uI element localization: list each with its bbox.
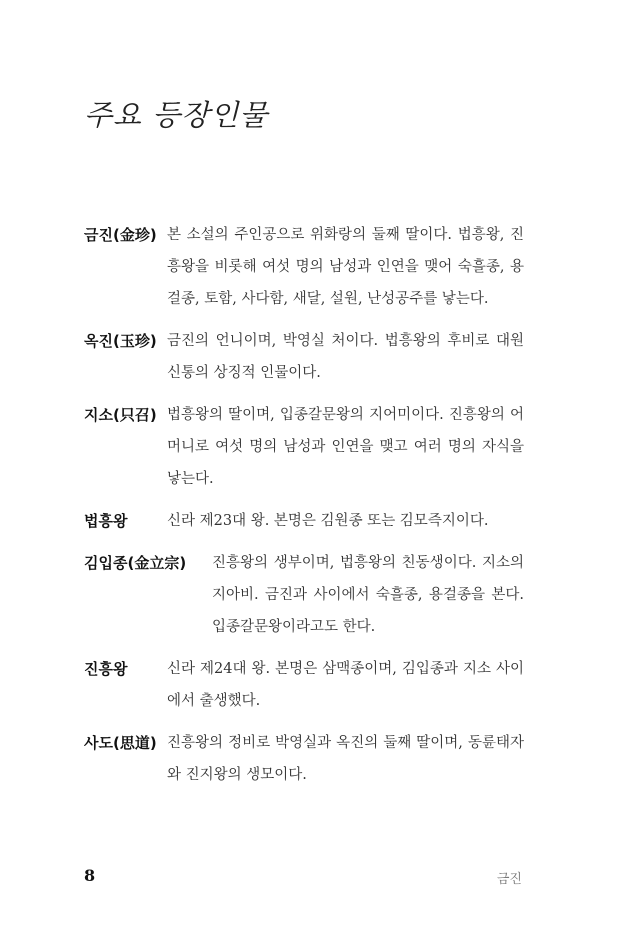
character-name: 옥진(玉珍)	[84, 332, 157, 350]
character-description: 법흥왕의 딸이며, 입종갈문왕의 지어미이다. 진흥왕의 어머니로 여섯 명의 남성과 인연을 맺고 여러 명의 자식을 낳는다.	[167, 407, 524, 487]
character-description: 신라 제23대 왕. 본명은 김원종 또는 김모즉지이다.	[167, 513, 489, 529]
character-entry	[84, 219, 524, 315]
character-entry	[84, 325, 524, 389]
character-entry	[84, 399, 524, 495]
character-name: 지소(只召)	[84, 406, 157, 424]
character-description: 진흥왕의 생부이며, 법흥왕의 친동생이다. 지소의 지아비. 금진과 사이에서 숙흘종, 용걸종을 본다. 입종갈문왕이라고도 한다.	[212, 555, 524, 635]
page-number: 8	[84, 866, 96, 885]
character-description: 신라 제24대 왕. 본명은 삼맥종이며, 김입종과 지소 사이에서 출생했다.	[167, 661, 524, 709]
character-name: 법흥왕	[84, 512, 128, 530]
running-title: 금진	[496, 872, 522, 887]
character-name: 김입종(金立宗)	[84, 554, 187, 572]
character-entry	[84, 653, 524, 717]
character-name: 진흥왕	[84, 660, 128, 678]
character-entry	[84, 547, 524, 643]
character-name: 금진(金珍)	[84, 226, 157, 244]
character-list	[84, 219, 524, 801]
character-entry	[84, 727, 524, 791]
character-description: 본 소설의 주인공으로 위화랑의 둘째 딸이다. 법흥왕, 진흥왕을 비롯해 여섯 명의 남성과 인연을 맺어 숙흘종, 용걸종, 토함, 사다함, 새달, 설원, 난성공주를 낳는다.	[167, 227, 524, 307]
page-title: 주요 등장인물	[84, 98, 269, 133]
character-description: 진흥왕의 정비로 박영실과 옥진의 둘째 딸이며, 동륜태자와 진지왕의 생모이다.	[167, 735, 524, 783]
character-entry	[84, 505, 524, 537]
character-name: 사도(思道)	[84, 734, 157, 752]
character-description: 금진의 언니이며, 박영실 처이다. 법흥왕의 후비로 대원신통의 상징적 인물이다.	[167, 333, 524, 381]
